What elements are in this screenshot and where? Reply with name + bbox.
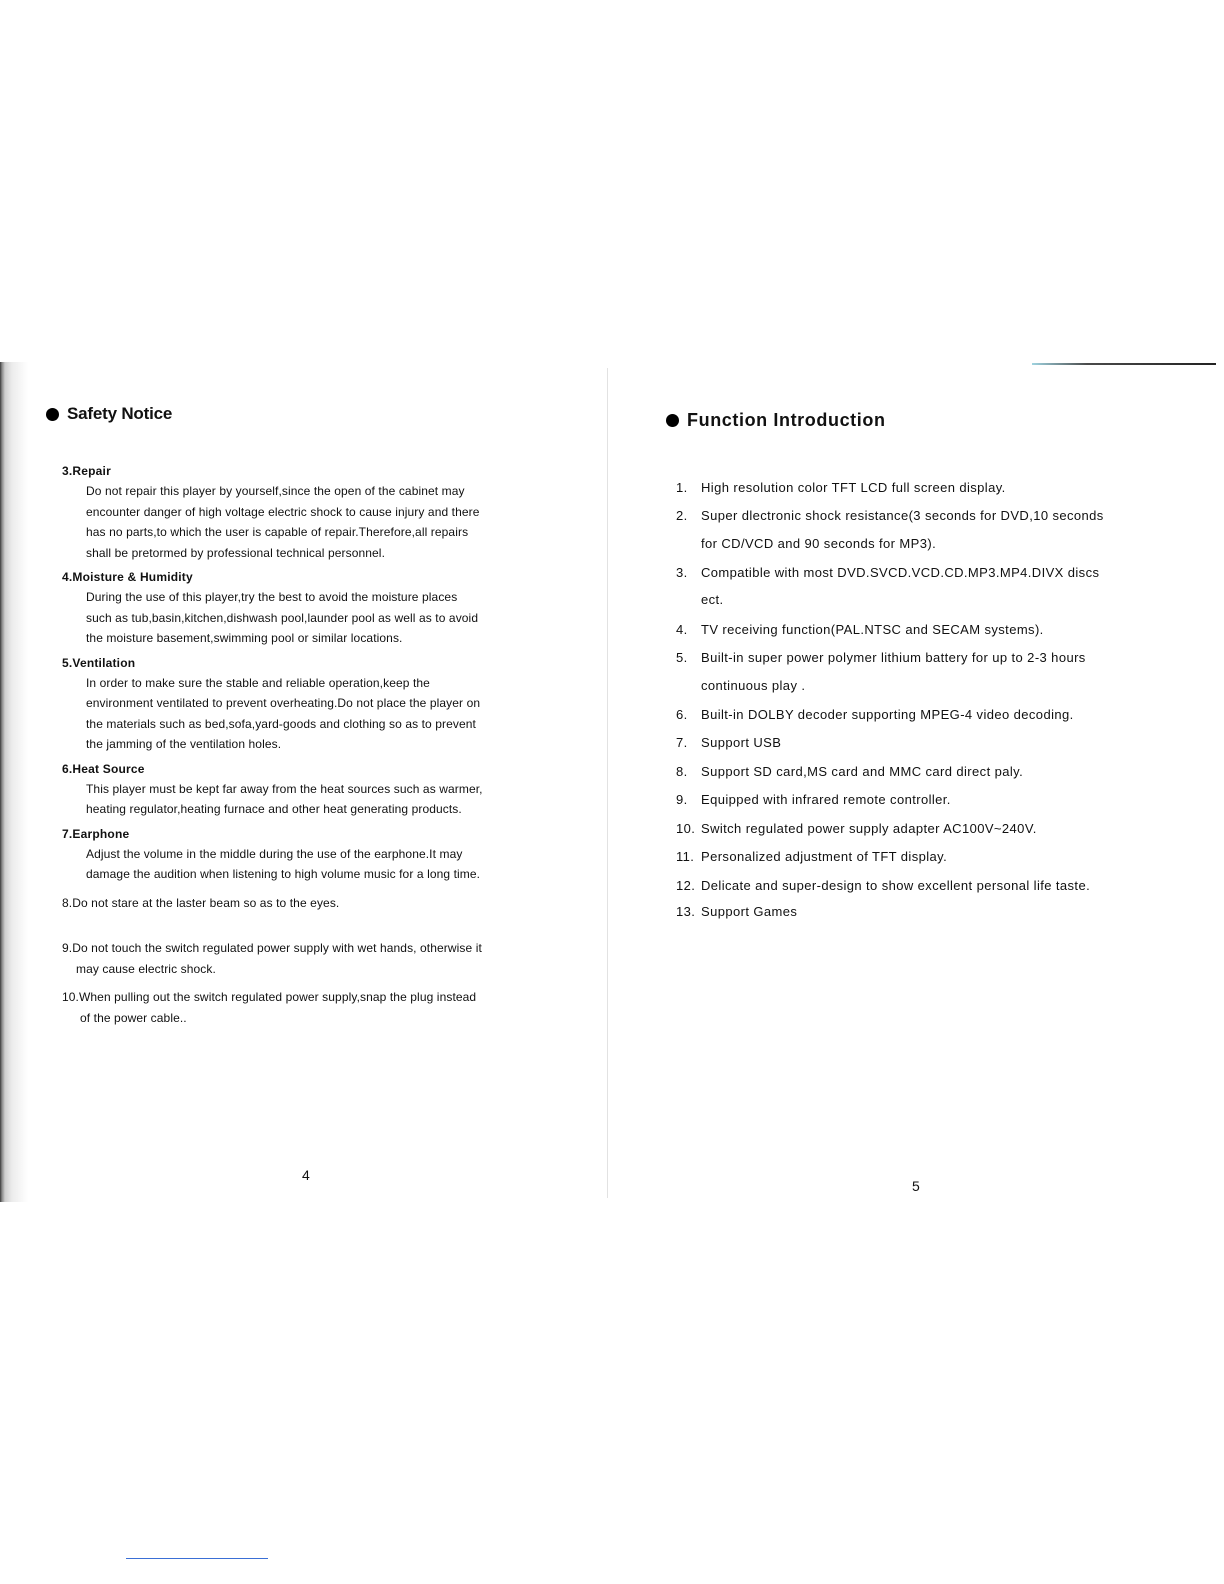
section-line: Do not repair this player by yourself,since the open of the cabinet may (86, 484, 465, 498)
feature-text: Support USB (701, 735, 782, 750)
section-title: 3.Repair (62, 464, 111, 478)
feature-text: Super dlectronic shock resistance(3 seconds for DVD,10 seconds (701, 508, 1104, 523)
section-line: In order to make sure the stable and reliable operation,keep the (86, 675, 430, 690)
note-pull-plug: 10.When pulling out the switch regulated power supply,snap the plug instead (62, 990, 477, 1004)
section-title: 5.Ventilation (62, 655, 136, 670)
note-pull-plug-cont: of the power cable.. (80, 1010, 187, 1025)
feature-number: 13. (676, 904, 696, 919)
section-line: damage the audition when listening to high volume music for a long time. (86, 867, 481, 881)
safety-notice-heading (46, 404, 566, 424)
bottom-rule-line (126, 1558, 268, 1559)
feature-number: 2. (676, 508, 688, 523)
section-line: During the use of this player,try the best to avoid the moisture places (86, 590, 458, 604)
feature-number: 5. (676, 650, 688, 665)
feature-number: 10. (676, 821, 696, 836)
section-line: This player must be kept far away from the heat sources such as warmer, (86, 781, 483, 796)
feature-text: Switch regulated power supply adapter AC100V~240V. (701, 821, 1037, 836)
feature-text: Built-in DOLBY decoder supporting MPEG-4 video decoding. (701, 707, 1074, 722)
feature-text: Support SD card,MS card and MMC card direct paly. (701, 764, 1024, 779)
page-number-right: 5 (912, 1178, 920, 1194)
note-wet-hands: 9.Do not touch the switch regulated power supply with wet hands, otherwise it (62, 941, 482, 955)
feature-text: Support Games (701, 904, 798, 919)
section-heat-source (62, 759, 566, 820)
feature-text: Built-in super power polymer lithium battery for up to 2-3 hours (701, 650, 1086, 665)
section-line: such as tub,basin,kitchen,dishwash pool,launder pool as well as to avoid (86, 610, 479, 625)
feature-text: High resolution color TFT LCD full screen display. (701, 480, 1006, 495)
bullet-icon (46, 408, 59, 421)
section-title: 6.Heat Source (62, 761, 145, 776)
section-ventilation (62, 653, 566, 755)
left-page (46, 404, 566, 1028)
feature-text: Equipped with infrared remote controller. (701, 792, 951, 807)
left-page-title: Safety Notice (67, 404, 173, 423)
function-intro-heading (666, 410, 1196, 431)
feature-text: Personalized adjustment of TFT display. (701, 849, 948, 864)
page-fold-line (607, 368, 608, 1198)
feature-text: Compatible with most DVD.SVCD.VCD.CD.MP3.MP4.DIVX discs (701, 565, 1100, 580)
section-title: 4.Moisture & Humidity (62, 570, 193, 584)
section-line: shall be pretormed by professional technical personnel. (86, 545, 386, 560)
section-line: the jamming of the ventilation holes. (86, 737, 282, 751)
feature-number: 4. (676, 622, 688, 637)
feature-text: for CD/VCD and 90 seconds for MP3). (701, 536, 937, 551)
feature-text: Delicate and super-design to show excellent personal life taste. (701, 878, 1091, 893)
section-title: 7.Earphone (62, 826, 130, 841)
feature-number: 12. (676, 878, 696, 893)
section-line: encounter danger of high voltage electric shock to cause injury and there (86, 504, 480, 519)
feature-number: 7. (676, 735, 688, 750)
section-line: environment ventilated to prevent overheating.Do not place the player on (86, 696, 481, 710)
right-page (666, 410, 1196, 431)
section-line: heating regulator,heating furnace and other heat generating products. (86, 802, 462, 816)
feature-text: TV receiving function(PAL.NTSC and SECAM systems). (701, 622, 1044, 637)
section-line: Adjust the volume in the middle during the use of the earphone.It may (86, 846, 463, 861)
section-line: the moisture basement,swimming pool or similar locations. (86, 631, 403, 645)
section-moisture-humidity (62, 567, 566, 649)
section-line: has no parts,to which the user is capable of repair.Therefore,all repairs (86, 525, 469, 539)
right-page-title: Function Introduction (687, 410, 886, 430)
scan-edge-shadow (0, 362, 28, 1202)
note-laser: 8.Do not stare at the laster beam so as to the eyes. (62, 895, 340, 910)
feature-number: 1. (676, 480, 688, 495)
section-earphone (62, 824, 566, 885)
section-repair (62, 461, 566, 563)
feature-text: ect. (701, 592, 724, 607)
feature-number: 6. (676, 707, 688, 722)
top-rule-line (1032, 363, 1216, 365)
section-line: the materials such as bed,sofa,yard-goods and clothing so as to prevent (86, 716, 476, 731)
note-wet-hands-cont: may cause electric shock. (76, 961, 216, 976)
feature-number: 11. (676, 849, 695, 864)
bullet-icon (666, 414, 679, 427)
page-number-left: 4 (302, 1167, 310, 1183)
feature-text: continuous play . (701, 678, 806, 693)
feature-number: 9. (676, 792, 688, 807)
feature-number: 8. (676, 764, 688, 779)
feature-number: 3. (676, 565, 688, 580)
